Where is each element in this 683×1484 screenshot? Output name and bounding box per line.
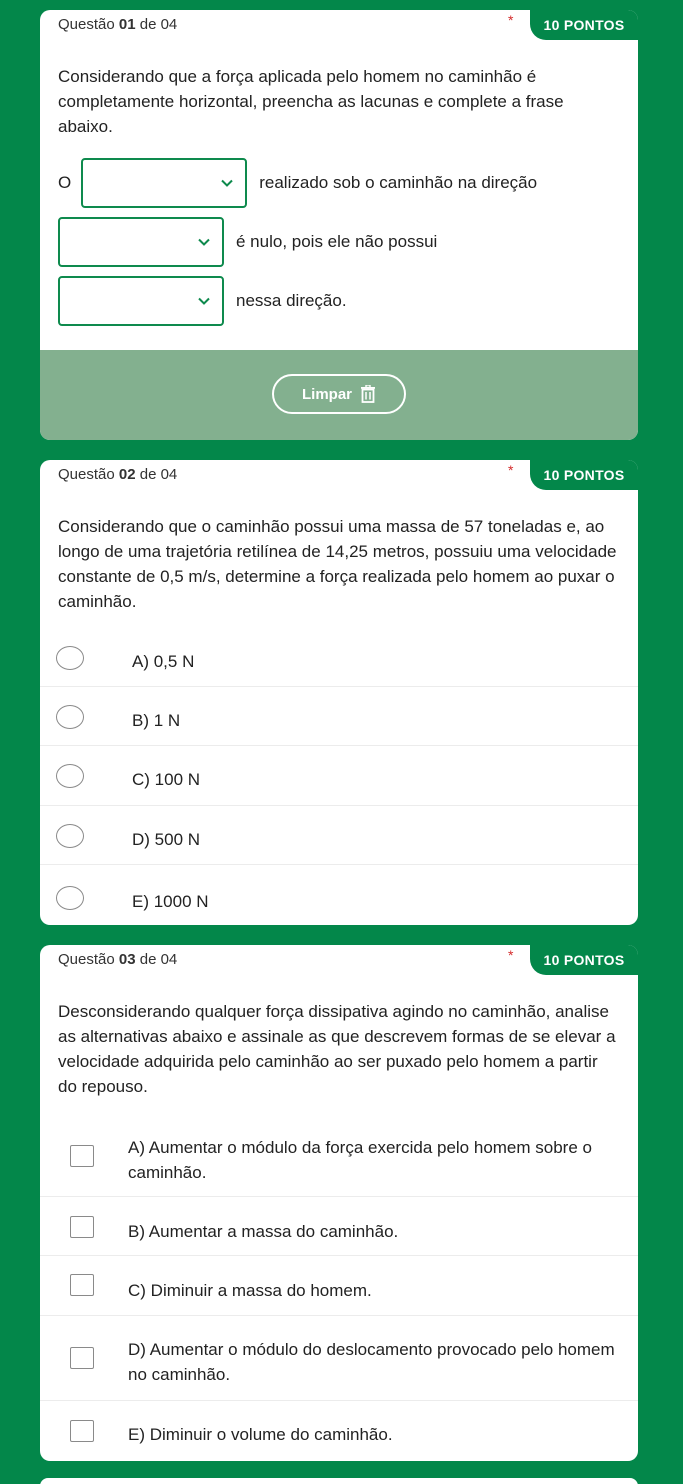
sentence-part-2: é nulo, pois ele não possui <box>236 232 438 251</box>
fill-row-1 <box>58 158 537 208</box>
radio-option-e[interactable] <box>40 865 638 925</box>
question-card-2 <box>40 460 638 925</box>
question-text: Desconsiderando qualquer força dissipativa agindo no caminhão, analise as alternativas abaixo e assinale as que descrevem formas de se elevar a velocidade adquirida pelo caminhão ao ser puxado pelo homem a partir do repouso. <box>58 1002 616 1096</box>
radio-option-b[interactable] <box>40 687 638 746</box>
radio-option-d[interactable] <box>40 806 638 865</box>
option-label: B) 1 N <box>132 711 181 730</box>
question-text: Considerando que o caminhão possui uma massa de 57 toneladas e, ao longo de uma trajetória retilínea de 14,25 metros, possuiu uma velocidade constante de 0,5 m/s, determine a força realizada pelo homem ao puxar o caminhão. <box>58 517 617 611</box>
blank-select-1[interactable] <box>81 158 247 208</box>
option-label: D) Aumentar o módulo do deslocamento provocado pelo homem no caminhão. <box>128 1340 615 1384</box>
checkbox[interactable] <box>70 1347 94 1369</box>
blank-select-3[interactable] <box>58 276 224 326</box>
option-label: C) 100 N <box>132 770 201 789</box>
fill-row-3 <box>58 276 347 326</box>
chevron-down-icon <box>219 175 235 191</box>
blank-select-2[interactable] <box>58 217 224 267</box>
question-text: Considerando que a força aplicada pelo homem no caminhão é completamente horizontal, preencha as lacunas e complete a frase abaixo. <box>58 67 564 136</box>
radio-option-c[interactable] <box>40 746 638 806</box>
option-label: A) 0,5 N <box>132 652 195 671</box>
question-card-3 <box>40 945 638 1461</box>
sentence-part-1: realizado sob o caminhão na direção <box>259 173 538 192</box>
radio-button[interactable] <box>56 764 84 788</box>
sentence-part-3: nessa direção. <box>236 291 347 310</box>
checkbox-option-d[interactable] <box>40 1316 638 1401</box>
option-label: C) Diminuir a massa do homem. <box>128 1281 372 1300</box>
trash-icon <box>360 385 376 403</box>
question-header <box>40 460 638 494</box>
question-header <box>40 945 638 979</box>
points-badge: 10 PONTOS <box>530 10 638 40</box>
option-label: B) Aumentar a massa do caminhão. <box>128 1222 399 1241</box>
checkbox-option-c[interactable] <box>40 1256 638 1316</box>
points-badge: 10 PONTOS <box>530 460 638 490</box>
option-label: A) Aumentar o módulo da força exercida pelo homem sobre o caminhão. <box>128 1138 592 1182</box>
required-mark: * <box>508 12 514 28</box>
option-label: E) Diminuir o volume do caminhão. <box>128 1425 393 1444</box>
radio-button[interactable] <box>56 824 84 848</box>
fill-row-2 <box>58 217 437 267</box>
checkbox-option-b[interactable] <box>40 1197 638 1256</box>
checkbox[interactable] <box>70 1274 94 1296</box>
radio-button[interactable] <box>56 646 84 670</box>
checkbox-option-e[interactable] <box>40 1401 638 1461</box>
required-mark: * <box>508 947 514 963</box>
radio-button[interactable] <box>56 705 84 729</box>
sentence-lead: O <box>58 173 72 192</box>
question-card-1 <box>40 10 638 440</box>
question-number: Questão 01 de 04 <box>58 16 178 33</box>
question-number: Questão 02 de 04 <box>58 466 178 483</box>
checkbox[interactable] <box>70 1216 94 1238</box>
radio-button[interactable] <box>56 886 84 910</box>
option-label: E) 1000 N <box>132 892 209 911</box>
next-card-edge <box>40 1478 638 1484</box>
question-header <box>40 10 638 44</box>
checkbox[interactable] <box>70 1420 94 1442</box>
option-label: D) 500 N <box>132 830 201 849</box>
required-mark: * <box>508 462 514 478</box>
checkbox[interactable] <box>70 1145 94 1167</box>
question-number: Questão 03 de 04 <box>58 951 178 968</box>
points-badge: 10 PONTOS <box>530 945 638 975</box>
clear-button[interactable]: Limpar <box>272 374 406 414</box>
clear-panel <box>40 350 638 440</box>
chevron-down-icon <box>196 293 212 309</box>
checkbox-option-a[interactable] <box>40 1125 638 1197</box>
chevron-down-icon <box>196 234 212 250</box>
radio-option-a[interactable] <box>40 628 638 687</box>
